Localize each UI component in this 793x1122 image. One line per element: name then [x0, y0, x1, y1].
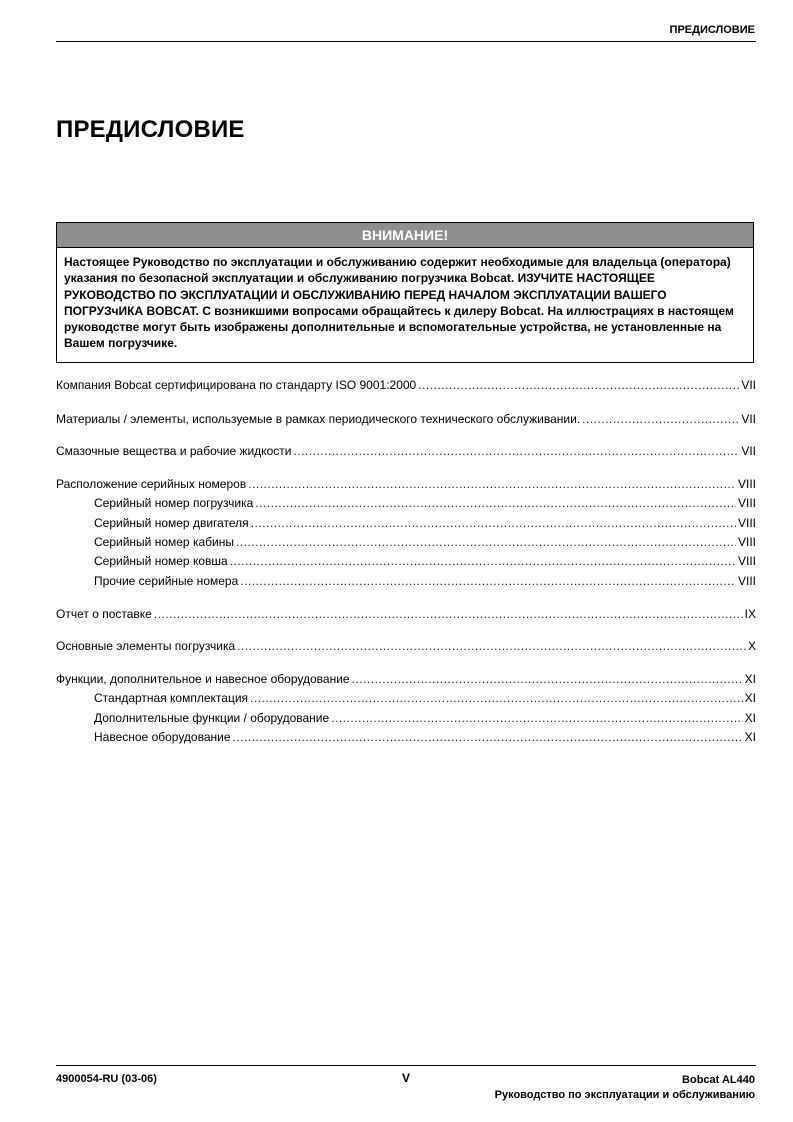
toc-entry-label: Отчет о поставке — [56, 607, 152, 621]
toc-entry-label: Навесное оборудование — [94, 730, 231, 744]
toc-entry[interactable] — [56, 477, 756, 493]
toc-entry-label: Расположение серийных номеров — [56, 477, 247, 491]
toc-entry-page: XI — [744, 730, 756, 744]
toc-leader-dots — [250, 691, 743, 705]
running-header: ПРЕДИСЛОВИЕ — [669, 24, 755, 36]
toc-entry-page: XI — [744, 691, 756, 705]
toc-leader-dots — [582, 412, 739, 426]
toc-entry[interactable] — [56, 444, 756, 460]
toc-entry[interactable] — [56, 639, 756, 655]
toc-leader-dots — [293, 444, 739, 458]
toc-entry-page: XI — [744, 711, 756, 725]
toc-entry-page: VIII — [737, 574, 756, 588]
toc-entry-label: Функции, дополнительное и навесное оборудование — [56, 672, 350, 686]
toc-entry-page: X — [747, 639, 756, 653]
document-number: 4900054-RU (03-06) — [56, 1073, 157, 1085]
toc-leader-dots — [154, 607, 743, 621]
toc-entry-label: Основные элементы погрузчика — [56, 639, 236, 653]
toc-entry-label: Стандартная комплектация — [94, 691, 249, 705]
footer-right — [495, 1073, 755, 1103]
toc-leader-dots — [352, 672, 743, 686]
toc-entry[interactable] — [56, 412, 756, 428]
toc-entry-label: Дополнительные функции / оборудование — [94, 711, 330, 725]
warning-text: Настоящее Руководство по эксплуатации и обслуживанию содержит необходимые для владельца (оператора) указания по безопасной эксплуатации и обслуживанию погрузчика Bobcat. ИЗУЧИТЕ НАСТОЯЩЕЕ РУКОВОДСТВО ПО ЭКСПЛУАТАЦИИ И ОБСЛУЖИВАНИЮ ПЕРЕД НАЧАЛОМ ЭКСПЛУАТАЦИИ ВАШЕГО ПОГРУЗчИКА BOBCAT. С возникшими вопросами обращайтесь к дилеру Bobcat. На иллюстрациях в настоящем руководстве могут быть изображены дополнительные и вспомогательные устройства, не установленные на Вашем погрузчике. — [64, 255, 734, 351]
toc-subentry[interactable] — [94, 711, 756, 727]
toc-entry-label: Прочие серийные номера — [94, 574, 239, 588]
toc-entry-page: XI — [744, 672, 756, 686]
toc-entry-page: IX — [744, 607, 756, 621]
page-title: ПРЕДИСЛОВИЕ — [56, 116, 245, 143]
toc-leader-dots — [236, 535, 736, 549]
model-name: Bobcat AL440 — [682, 1074, 755, 1086]
toc-entry[interactable] — [56, 607, 756, 623]
toc-entry-page: VII — [741, 412, 756, 426]
footer-divider — [56, 1065, 756, 1066]
toc-entry-page: VII — [741, 444, 756, 458]
toc-subentry[interactable] — [94, 554, 756, 570]
warning-heading: ВНИМАНИЕ! — [57, 223, 753, 248]
toc-entry-label: Серийный номер ковша — [94, 554, 228, 568]
toc-subentry[interactable] — [94, 691, 756, 707]
toc-leader-dots — [230, 554, 736, 568]
toc-entry-page: VIII — [737, 496, 756, 510]
header-divider — [56, 41, 756, 42]
toc-entry-page: VII — [741, 378, 756, 392]
toc-subentry[interactable] — [94, 496, 756, 512]
toc-entry-label: Компания Bobcat сертифицирована по стандарту ISO 9001:2000 — [56, 378, 417, 392]
toc-entry-page: VIII — [737, 535, 756, 549]
toc-entry-label: Смазочные вещества и рабочие жидкости — [56, 444, 292, 458]
warning-box — [56, 222, 754, 363]
toc-leader-dots — [237, 639, 746, 653]
toc-leader-dots — [248, 477, 736, 491]
toc-entry-page: VIII — [737, 477, 756, 491]
toc-subentry[interactable] — [94, 730, 756, 746]
toc-leader-dots — [233, 730, 743, 744]
toc-leader-dots — [255, 496, 736, 510]
toc-leader-dots — [251, 516, 736, 530]
toc-subentry[interactable] — [94, 516, 756, 532]
manual-title: Руководство по эксплуатации и обслуживанию — [494, 1089, 755, 1101]
toc-entry-label: Материалы / элементы, используемые в рамках периодического технического обслуживании. — [56, 412, 581, 426]
toc-entry[interactable] — [56, 378, 756, 394]
toc-entry-label: Серийный номер погрузчика — [94, 496, 254, 510]
toc-leader-dots — [418, 378, 739, 392]
toc-leader-dots — [331, 711, 742, 725]
toc-subentry[interactable] — [94, 574, 756, 590]
toc-subentry[interactable] — [94, 535, 756, 551]
toc-entry-label: Серийный номер двигателя — [94, 516, 249, 530]
toc-leader-dots — [240, 574, 736, 588]
toc-entry[interactable] — [56, 672, 756, 688]
toc-entry-page: VIII — [737, 554, 756, 568]
toc-entry-label: Серийный номер кабины — [94, 535, 234, 549]
page-number: V — [401, 1071, 410, 1085]
toc-entry-page: VIII — [737, 516, 756, 530]
